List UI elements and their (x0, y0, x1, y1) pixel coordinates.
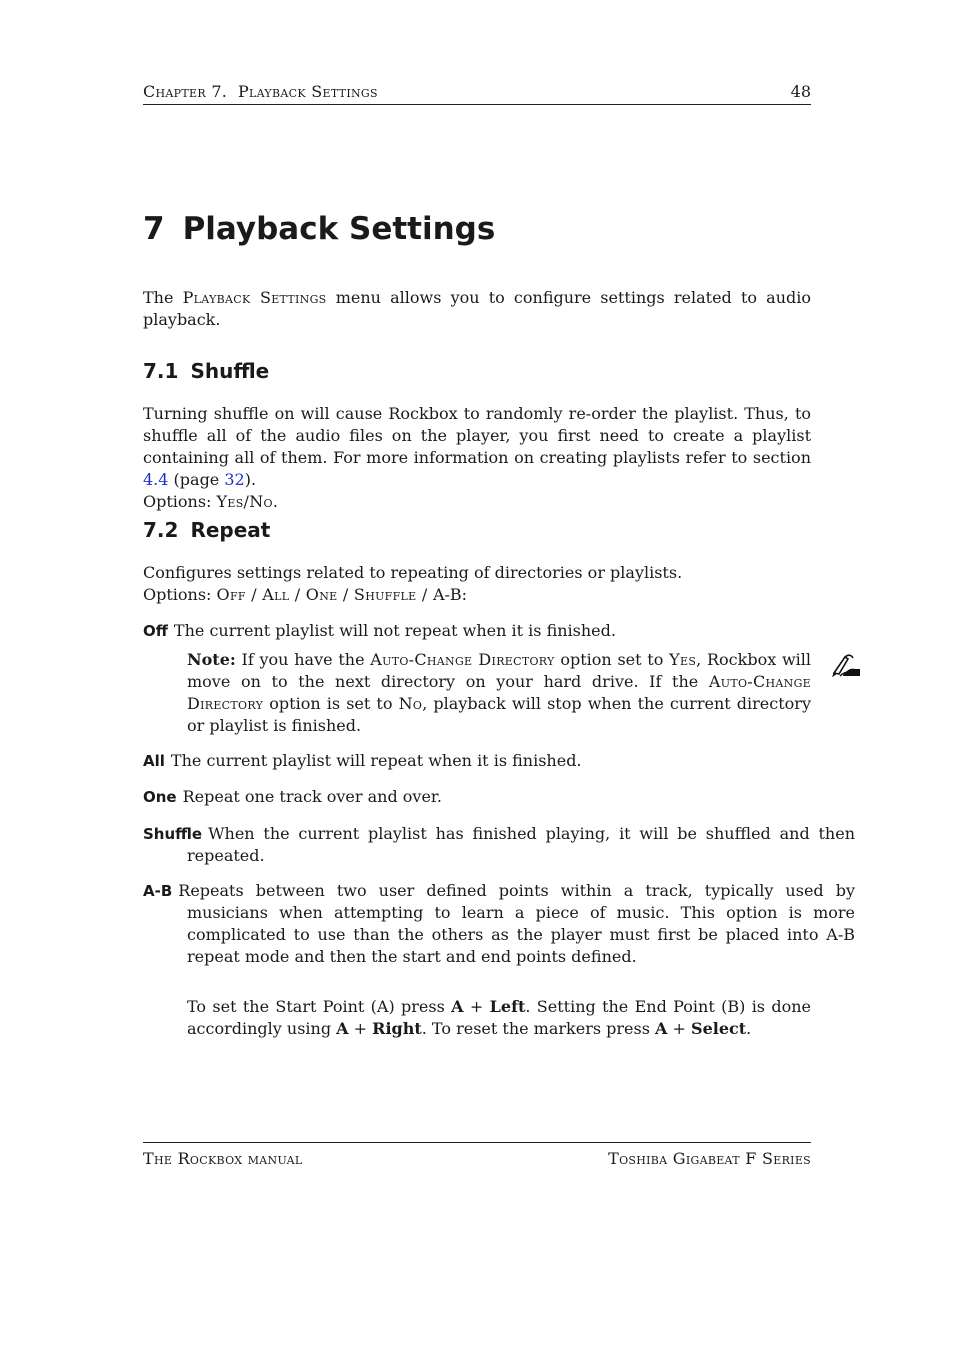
options-label: Options: (143, 492, 217, 511)
note-text: option is set to (263, 694, 399, 713)
shuffle-text: Turning shuffle on will cause Rockbox to randomly re-order the playlist. Thus, to shuffle all of the audio files on the player, you first need to create a playlist containing all of them. For more information on creating playlists refer to section (143, 404, 811, 467)
note-setting-name: Auto-Change Directory (187, 672, 811, 713)
item-description: The current playlist will repeat when it is finished. (170, 751, 582, 770)
item-description: The current playlist will not repeat when it is finished. (173, 621, 616, 640)
key-name: A (336, 1019, 349, 1038)
repeat-options-tail: A-B: (432, 585, 468, 604)
plus-sign: + (348, 1019, 373, 1038)
key-name: A (655, 1019, 668, 1038)
item-term: Shuffle (143, 825, 203, 843)
item-term: One (143, 788, 177, 806)
instruction-text: To set the Start Point (A) press (187, 997, 452, 1016)
repeat-text: Configures settings related to repeating of directories or playlists. (143, 563, 683, 582)
shuffle-options: Yes/No (216, 492, 273, 511)
intro-text-post: menu allows you to configure settings related to audio playback. (143, 288, 812, 329)
instruction-text: . To reset the markers press (421, 1019, 656, 1038)
note-value: No (398, 694, 423, 713)
list-item-shuffle (143, 823, 855, 867)
section-title: Shuffle (190, 359, 270, 383)
item-description: Repeats between two user defined points within a track, typically used by musicians when attempting to learn a piece of music. This option is more complicated to use than the others as the player must first be placed into A-B repeat mode and then the start and end points defined. (178, 881, 855, 966)
list-item-ab (143, 880, 855, 968)
shuffle-text-post: ). (244, 470, 257, 489)
page-number: 48 (790, 82, 811, 101)
note-text: , playback will stop when the current directory or playlist is finished. (187, 694, 811, 735)
page-link[interactable]: 32 (224, 470, 245, 489)
intro-text-pre: The (143, 288, 183, 307)
running-footer (143, 1142, 811, 1169)
note-text: option set to (554, 650, 670, 669)
item-term: Off (143, 622, 168, 640)
key-name: Right (372, 1019, 422, 1038)
note-text: If you have the (235, 650, 371, 669)
footer-device-name: Toshiba Gigabeat F Series (608, 1149, 811, 1168)
key-name: Left (489, 997, 526, 1016)
plus-sign: + (463, 997, 490, 1016)
list-item-off (143, 620, 811, 642)
chapter-title (143, 211, 495, 247)
section-number: 7.1 (143, 359, 179, 383)
chapter-number: 7 (143, 211, 165, 247)
item-description: When the current playlist has finished playing, it will be shuffled and then repeated. (187, 824, 855, 865)
section-heading-shuffle (143, 359, 269, 383)
list-item-all (143, 750, 811, 772)
options-end: . (272, 492, 278, 511)
writing-hand-icon (831, 649, 865, 679)
header-chapter-name: Playback Settings (237, 82, 378, 101)
section-link[interactable]: 4.4 (143, 470, 169, 489)
section-heading-repeat (143, 518, 270, 542)
ab-key-instructions (187, 996, 811, 1040)
plus-sign: + (667, 1019, 692, 1038)
header-chapter (143, 82, 378, 101)
shuffle-paragraph (143, 403, 811, 513)
key-name: A (451, 997, 464, 1016)
note-text: , Rockbox will move on to the next directory on your hard drive. If the (187, 650, 812, 691)
item-term: All (143, 752, 165, 770)
note-setting-name: Auto-Change Directory (370, 650, 555, 669)
note-value: Yes (669, 650, 697, 669)
header-chapter-label: Chapter 7. (143, 82, 228, 101)
footer-manual-title: The Rockbox manual (143, 1149, 303, 1168)
chapter-title-text: Playback Settings (182, 211, 496, 247)
repeat-options: Off / All / One / Shuffle / (216, 585, 433, 604)
running-header (143, 82, 811, 105)
instruction-text: . Setting the End Point (B) is done accordingly using (187, 997, 811, 1038)
note-box (187, 649, 811, 737)
list-item-one (143, 786, 811, 808)
instruction-text: . (746, 1019, 752, 1038)
item-term: A-B (143, 882, 173, 900)
section-title: Repeat (190, 518, 271, 542)
repeat-paragraph (143, 562, 811, 606)
intro-menu-name: Playback Settings (182, 288, 327, 307)
key-name: Select (691, 1019, 747, 1038)
section-number: 7.2 (143, 518, 179, 542)
intro-paragraph (143, 287, 811, 331)
options-label: Options: (143, 585, 217, 604)
item-description: Repeat one track over and over. (182, 787, 442, 806)
note-label: Note: (187, 650, 236, 669)
shuffle-text-mid: (page (168, 470, 225, 489)
